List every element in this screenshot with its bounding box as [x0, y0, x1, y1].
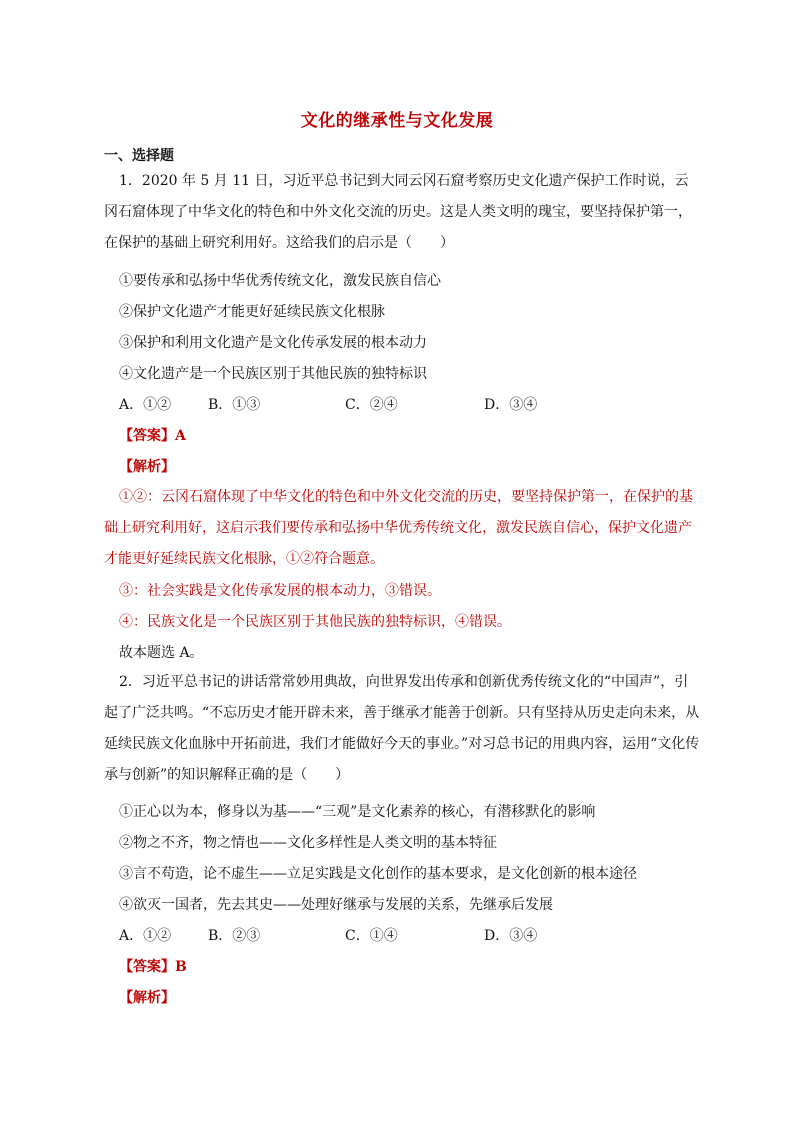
q1-conclusion: 故本题选 A。 — [119, 645, 204, 661]
q1-option-a: A．①② — [119, 397, 172, 413]
q1-statement-1: ①要传承和弘扬中华优秀传统文化，激发民族自信心 — [119, 273, 441, 289]
document-title: 文化的继承性与文化发展 — [300, 111, 494, 131]
q1-analysis-label — [119, 456, 175, 476]
answer-label: 【答案】 — [119, 959, 175, 975]
q2-statement-1: ①正心以为本，修身以为基——“三观”是文化素养的核心，有潜移默化的影响 — [119, 804, 596, 820]
q2-option-d: D．③④ — [484, 928, 538, 944]
q2-option-a: A．①② — [119, 928, 172, 944]
q1-analysis-3: ④：民族文化是一个民族区别于其他民族的独特标识，④错误。 — [119, 614, 511, 630]
q1-option-b: B．①③ — [208, 397, 261, 413]
q2-analysis-label — [119, 987, 175, 1007]
q2-statement-4: ④欲灭一国者，先去其史——处理好继承与发展的关系，先继承后发展 — [119, 897, 553, 913]
q1-analysis-2: ③：社会实践是文化传承发展的根本动力，③错误。 — [119, 583, 441, 599]
analysis-label: 【解析】 — [119, 459, 175, 475]
q2-option-c: C．①④ — [345, 928, 398, 944]
answer-value: A — [175, 428, 186, 444]
q1-option-c: C．②④ — [345, 397, 398, 413]
q1-statement-3: ③保护和利用文化遗产是文化传承发展的根本动力 — [119, 335, 427, 351]
q1-answer — [119, 425, 186, 445]
q2-statement-2: ②物之不齐，物之情也——文化多样性是人类文明的基本特征 — [119, 835, 497, 851]
question-1-stem: 1．2020 年 5 月 11 日，习近平总书记到大同云冈石窟考察历史文化遗产保护工作时说，云冈石窟体现了中华文化的特色和中外文化交流的历史。这是人类文明的瑰宝，要坚持保护第一，在保护的基础上研究利用好。这给我们的启示是（ ） — [104, 173, 692, 251]
question-2-stem: 2．习近平总书记的讲话常常妙用典故，向世界发出传承和创新优秀传统文化的“中国声”，引起了广泛共鸣。“不忘历史才能开辟未来，善于继承才能善于创新。只有坚持从历史走向未来，从延续民族文化血脉中开拓前进，我们才能做好今天的事业。”对习总书记的用典内容，运用“文化传承与创新”的知识解释正确的是（ ） — [104, 674, 700, 783]
q2-statement-3: ③言不苟造，论不虚生——立足实践是文化创作的基本要求，是文化创新的根本途径 — [119, 866, 637, 882]
q1-statement-4: ④文化遗产是一个民族区别于其他民族的独特标识 — [119, 366, 427, 382]
q1-option-d: D．③④ — [484, 397, 538, 413]
analysis-label: 【解析】 — [119, 990, 175, 1006]
q1-statement-2: ②保护文化遗产才能更好延续民族文化根脉 — [119, 304, 385, 320]
q1-analysis-1: ①②：云冈石窟体现了中华文化的特色和中外文化交流的历史，要坚持保护第一，在保护的基础上研究利用好，这启示我们要传承和弘扬中华优秀传统文化，激发民族自信心，保护文化遗产才能更好延续民族文化根脉，①②符合题意。 — [104, 489, 693, 567]
answer-label: 【答案】 — [119, 428, 175, 444]
q2-option-b: B．②③ — [208, 928, 261, 944]
section-heading: 一、选择题 — [104, 148, 174, 164]
q2-answer — [119, 956, 187, 976]
answer-value: B — [175, 959, 187, 975]
